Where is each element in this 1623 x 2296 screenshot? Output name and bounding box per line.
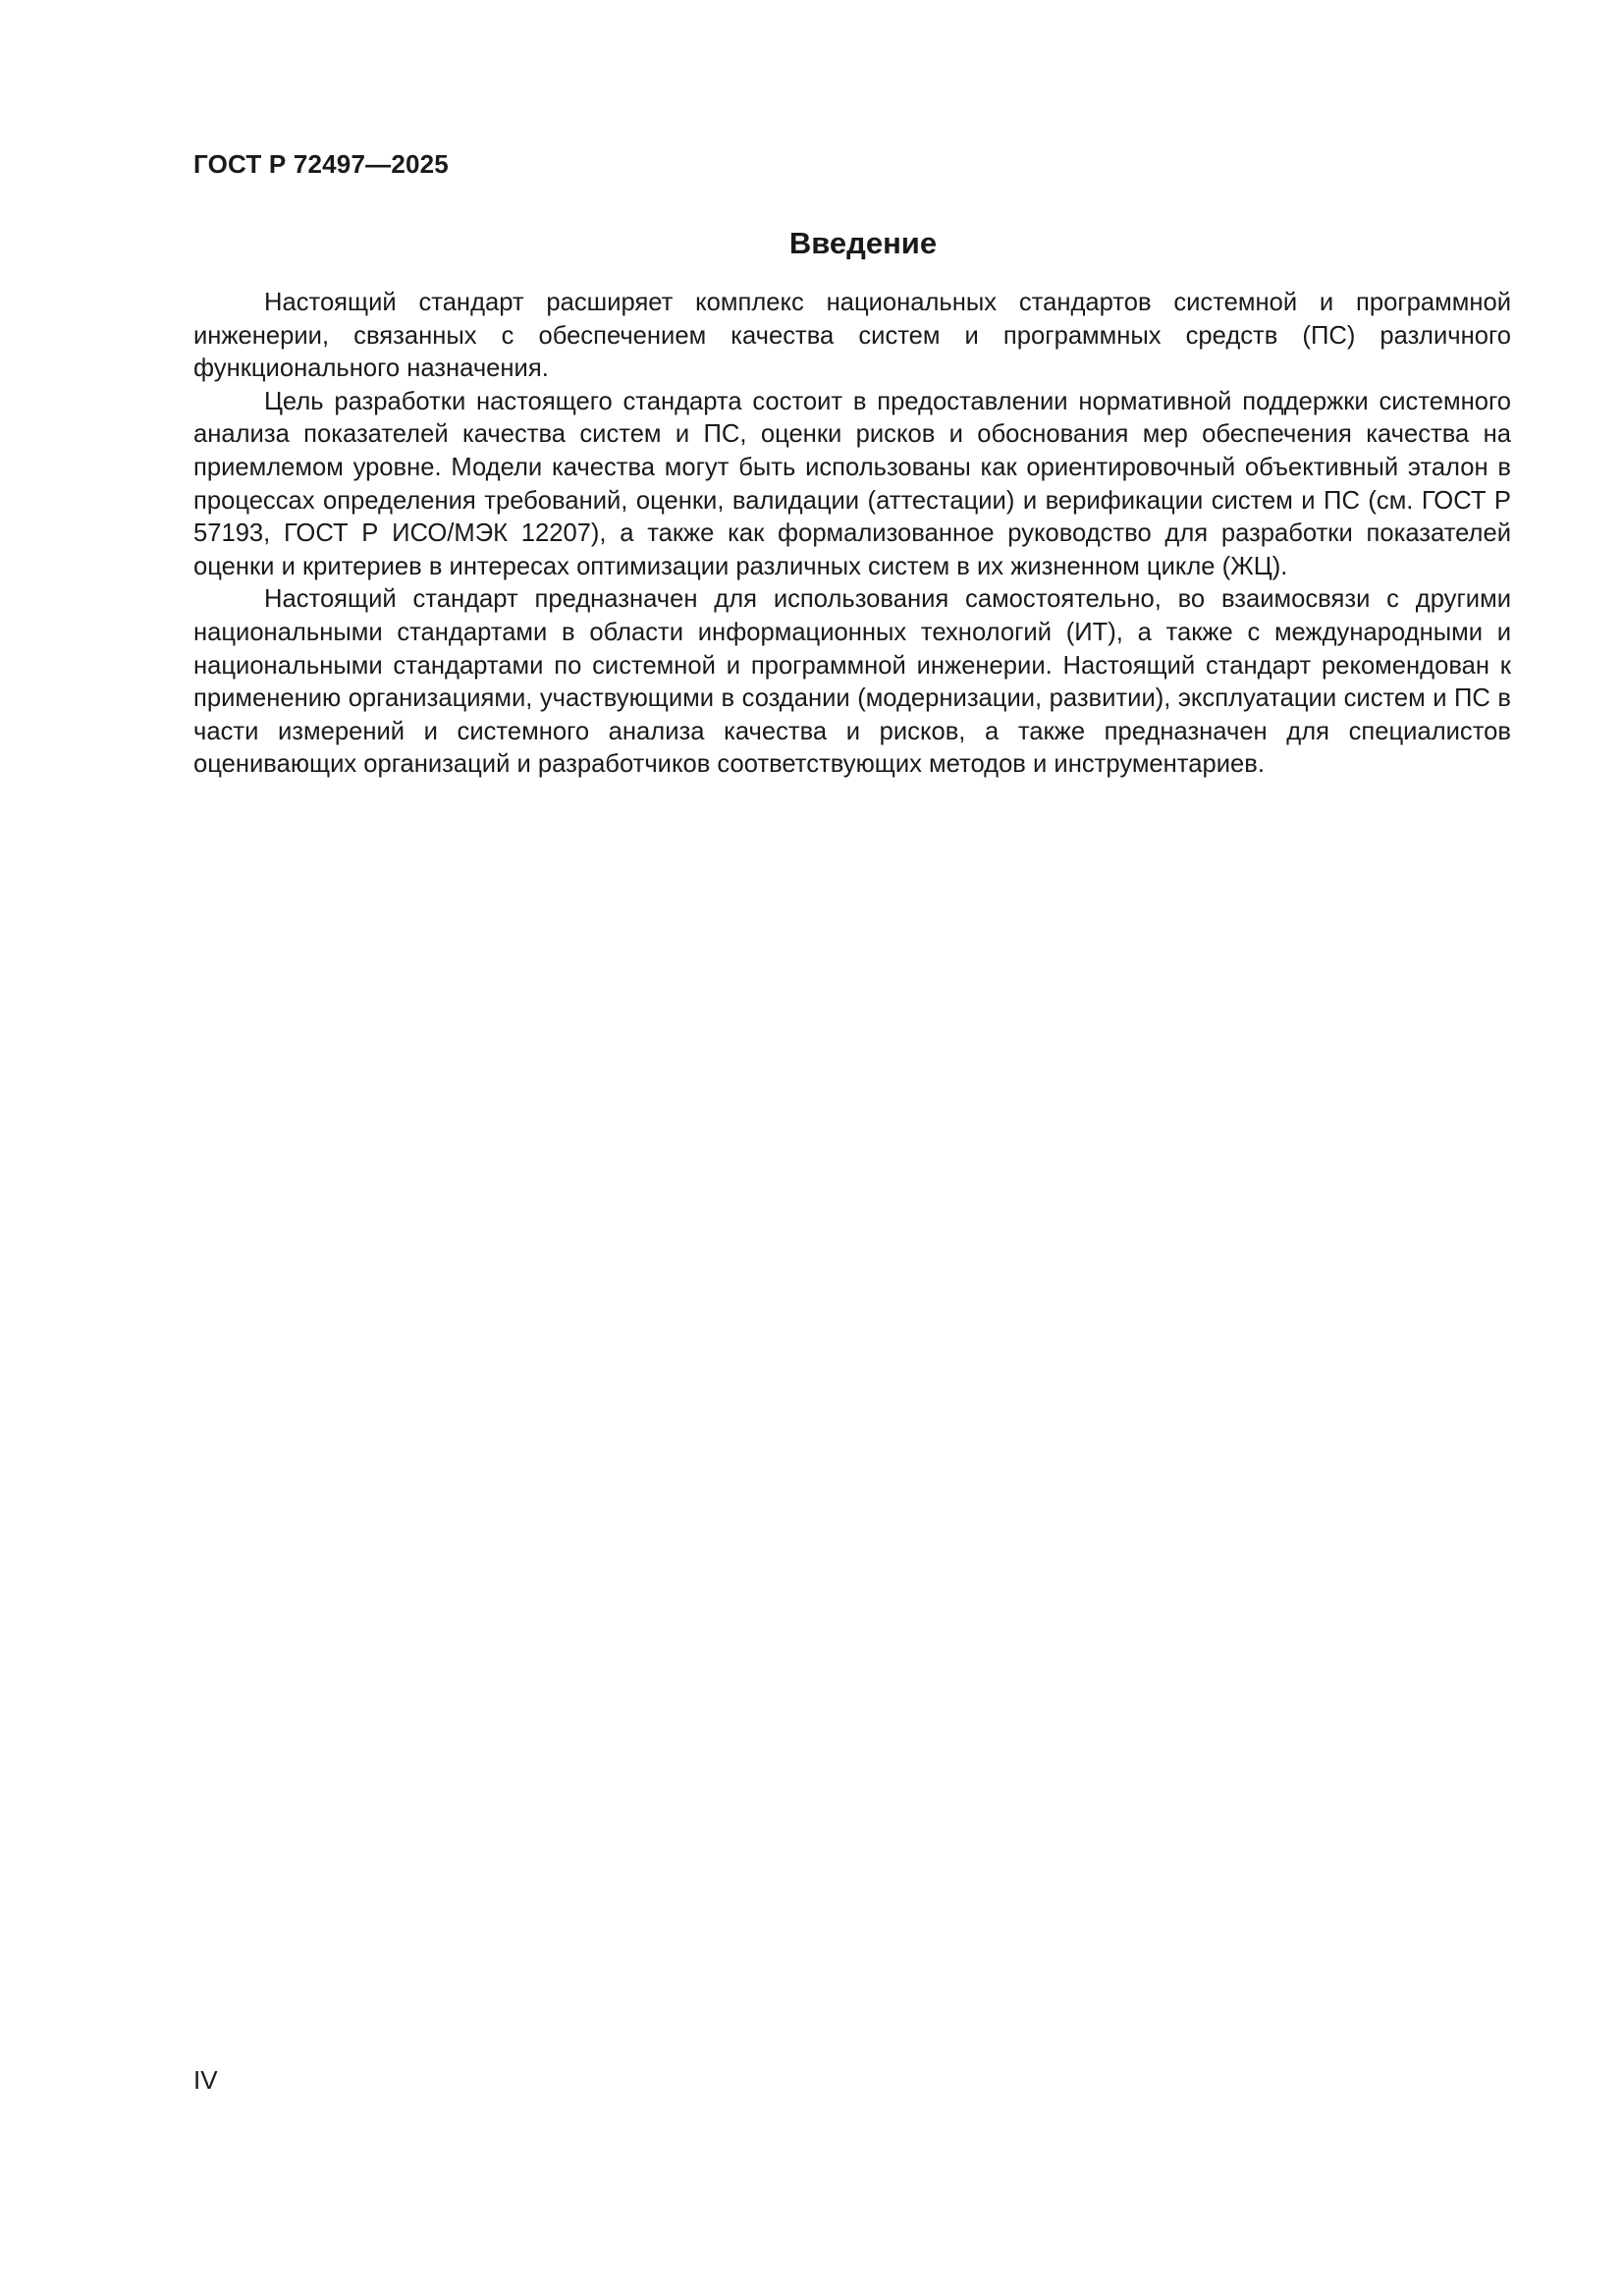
section-body (193, 287, 1511, 782)
paragraph: Настоящий стандарт расширяет комплекс национальных стандартов системной и программной инженерии, связанных с обеспечением качества систем и программных средств (ПС) различного функционального назначения. (193, 289, 1511, 383)
paragraph: Настоящий стандарт предназначен для использования самостоятельно, во взаимосвязи с другими национальными стандартами в области информационных технологий (ИТ), а также с международными и национальными стандартами по системной и программной инженерии. Настоящий стандарт рекомендован к применению организациями, участвующими в создании (модернизации, развитии), эксплуатации систем и ПС в части измерений и системного анализа качества и рисков, а также предназначен для специалистов оценивающих организаций и разработчиков соответствующих методов и инструментариев. (193, 585, 1511, 779)
page-number: IV (193, 2065, 218, 2095)
section-title: Введение (788, 226, 938, 260)
paragraph: Цель разработки настоящего стандарта состоит в предоставлении нормативной поддержки системного анализа показателей качества систем и ПС, оценки рисков и обоснования мер обеспечения качества на приемлемом уровне. Модели качества могут быть использованы как ориентировочный объективный эталон в процессах определения требований, оценки, валидации (аттестации) и верификации систем и ПС (см. ГОСТ Р 57193, ГОСТ Р ИСО/МЭК 12207), а также как формализованное руководство для разработки показателей оценки и критериев в интересах оптимизации различных систем в их жизненном цикле (ЖЦ). (193, 387, 1511, 580)
document-code: ГОСТ Р 72497—2025 (193, 149, 449, 179)
